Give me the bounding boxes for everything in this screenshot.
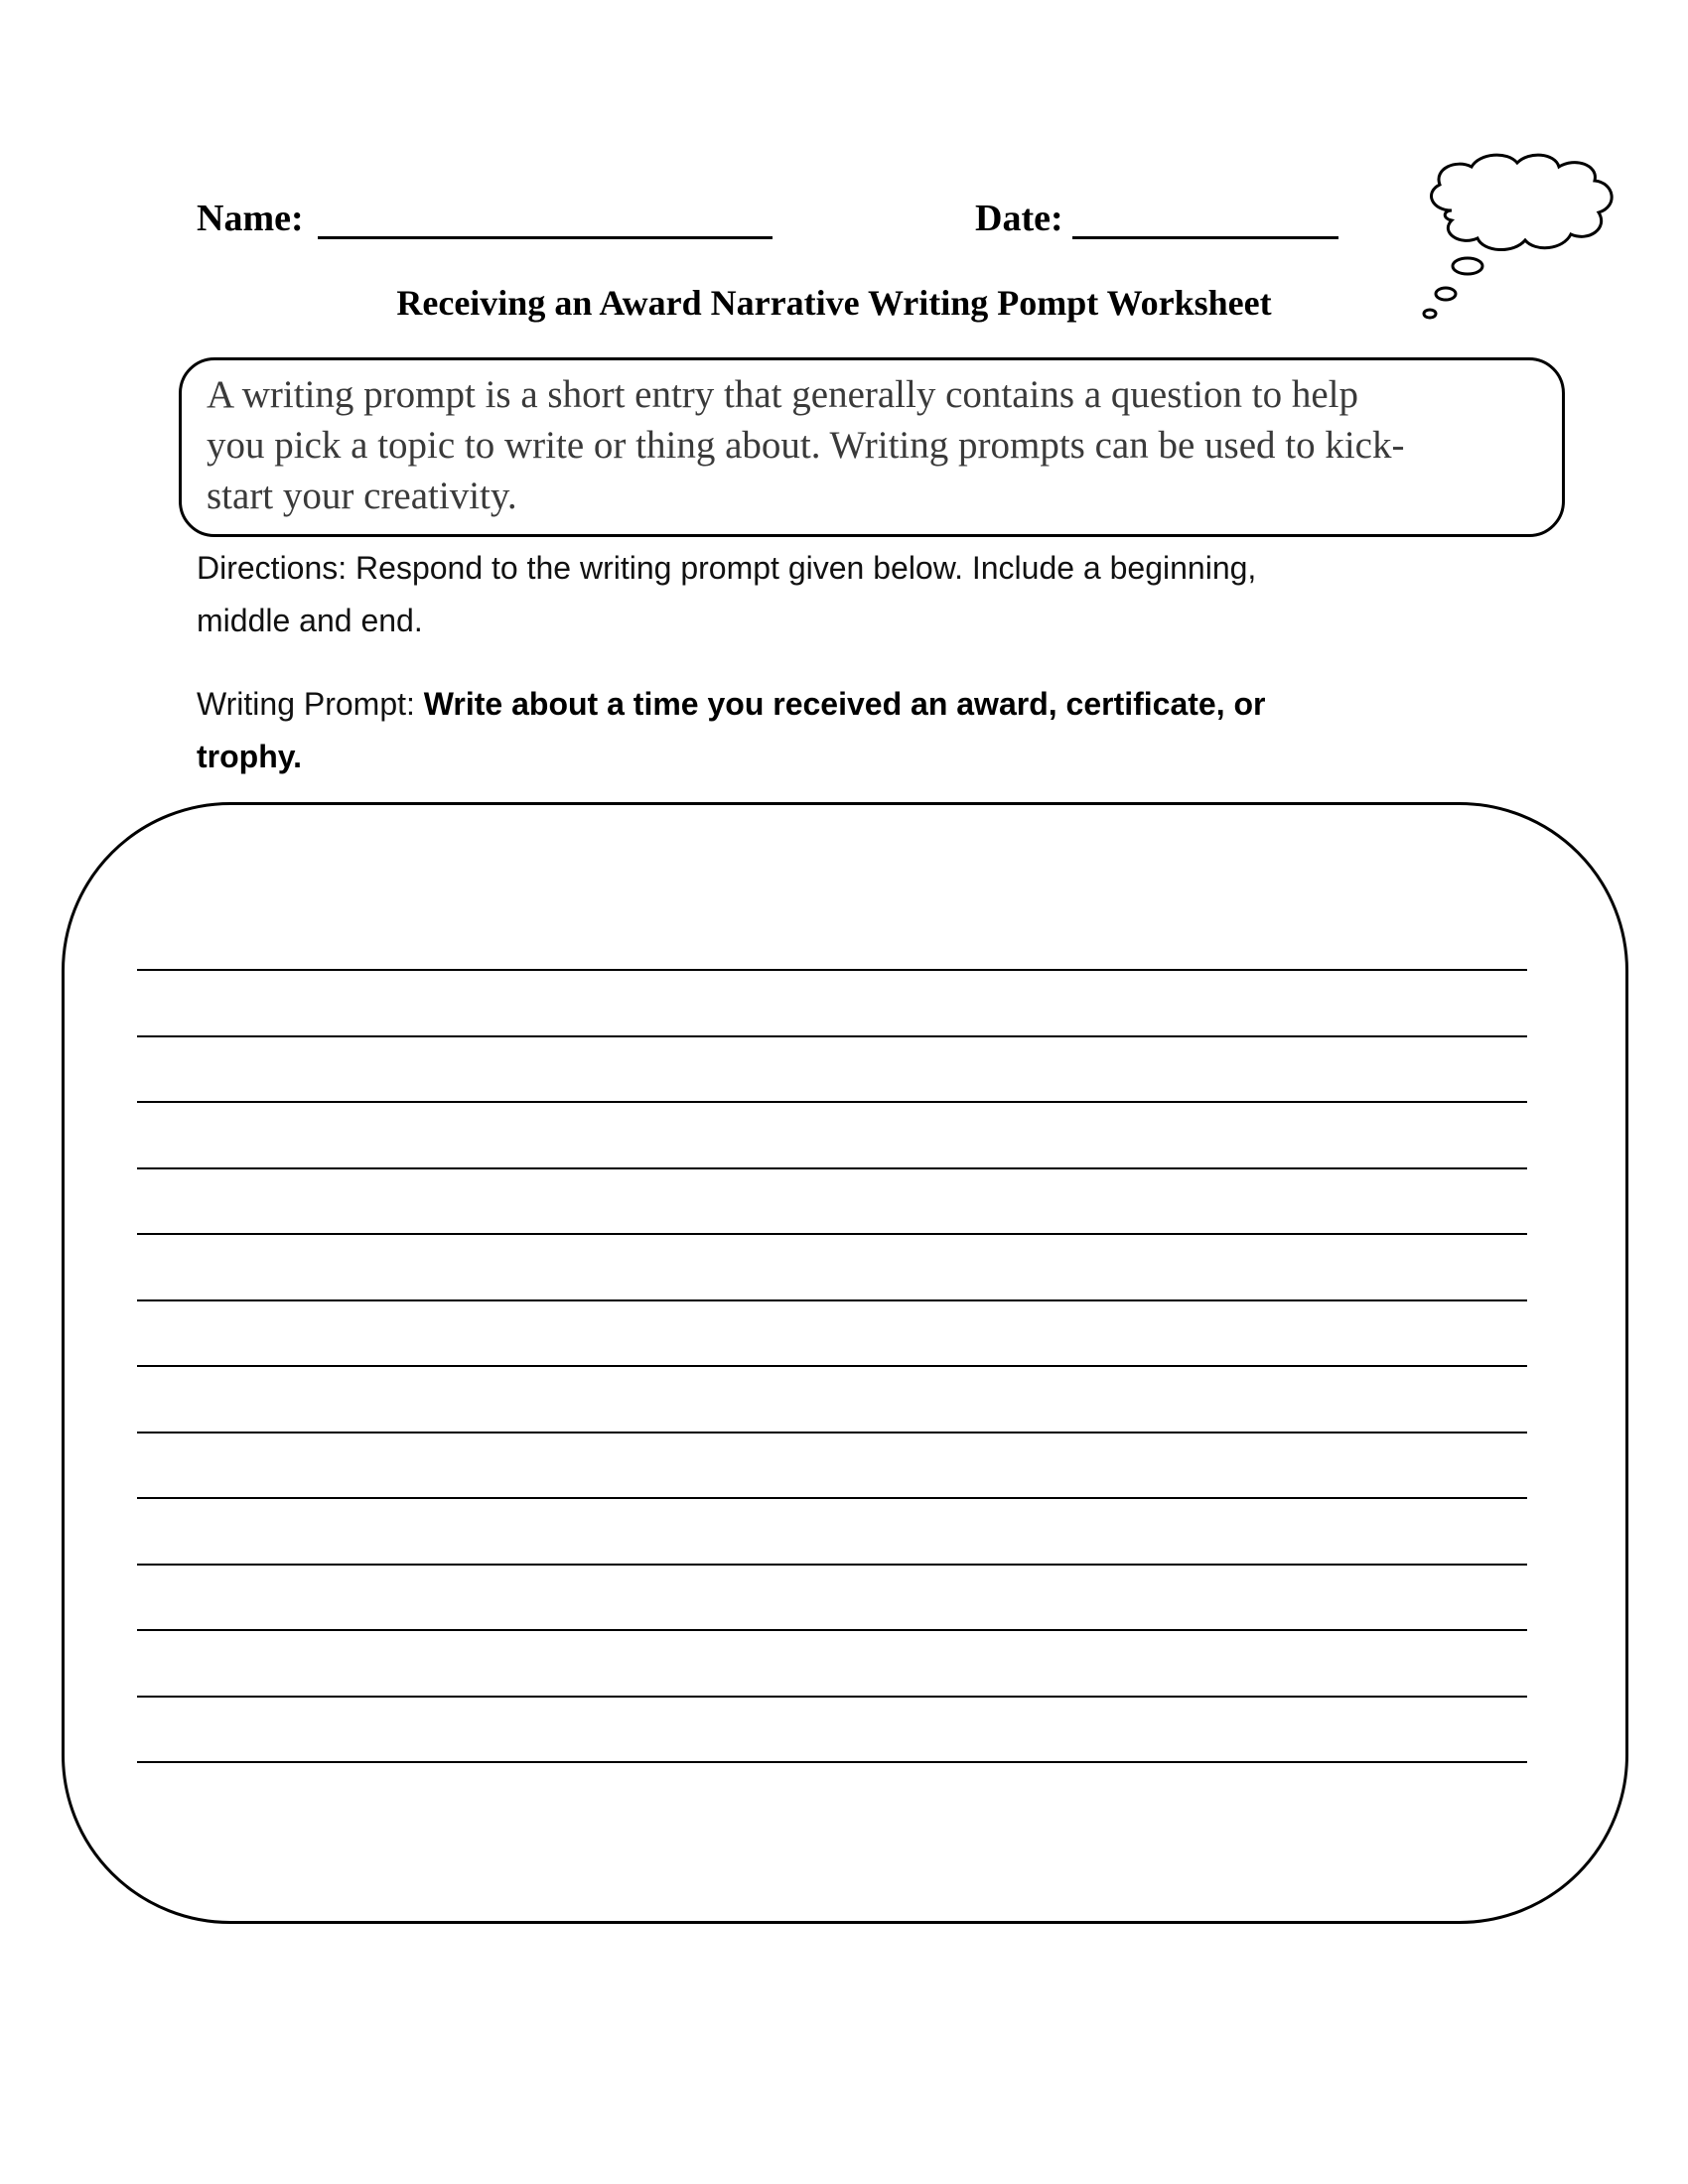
writing-prompt-text-continued: trophy.: [197, 739, 303, 774]
writing-line[interactable]: [137, 1365, 1527, 1367]
directions-line: middle and end.: [197, 603, 423, 638]
writing-line[interactable]: [137, 969, 1527, 971]
writing-line[interactable]: [137, 1101, 1527, 1103]
writing-line[interactable]: [137, 1497, 1527, 1499]
writing-line[interactable]: [137, 1233, 1527, 1235]
writing-line[interactable]: [137, 1299, 1527, 1301]
date-label: Date:: [975, 198, 1063, 239]
name-label: Name:: [197, 198, 304, 239]
writing-prompt-label: Writing Prompt:: [197, 686, 424, 722]
writing-prompt: [197, 678, 1487, 783]
directions-line: Directions: Respond to the writing prompt given below. Include a beginning,: [197, 550, 1257, 586]
worksheet-title: Receiving an Award Narrative Writing Pompt Worksheet: [396, 283, 1272, 323]
directions: [197, 542, 1487, 647]
writing-line[interactable]: [137, 1432, 1527, 1433]
writing-line[interactable]: [137, 1564, 1527, 1566]
intro-line: you pick a topic to write or thing about. Writing prompts can be used to kick-: [207, 424, 1405, 467]
name-field[interactable]: [318, 236, 773, 239]
intro-line: A writing prompt is a short entry that generally contains a question to help: [207, 373, 1359, 416]
intro-text: [207, 369, 1517, 521]
date-field[interactable]: [1072, 236, 1338, 239]
intro-line: start your creativity.: [207, 475, 517, 517]
writing-line[interactable]: [137, 1761, 1527, 1763]
writing-line[interactable]: [137, 1696, 1527, 1698]
writing-line[interactable]: [137, 1629, 1527, 1631]
writing-line[interactable]: [137, 1167, 1527, 1169]
writing-prompt-text: Write about a time you received an award, certificate, or: [423, 686, 1266, 722]
writing-line[interactable]: [137, 1035, 1527, 1037]
